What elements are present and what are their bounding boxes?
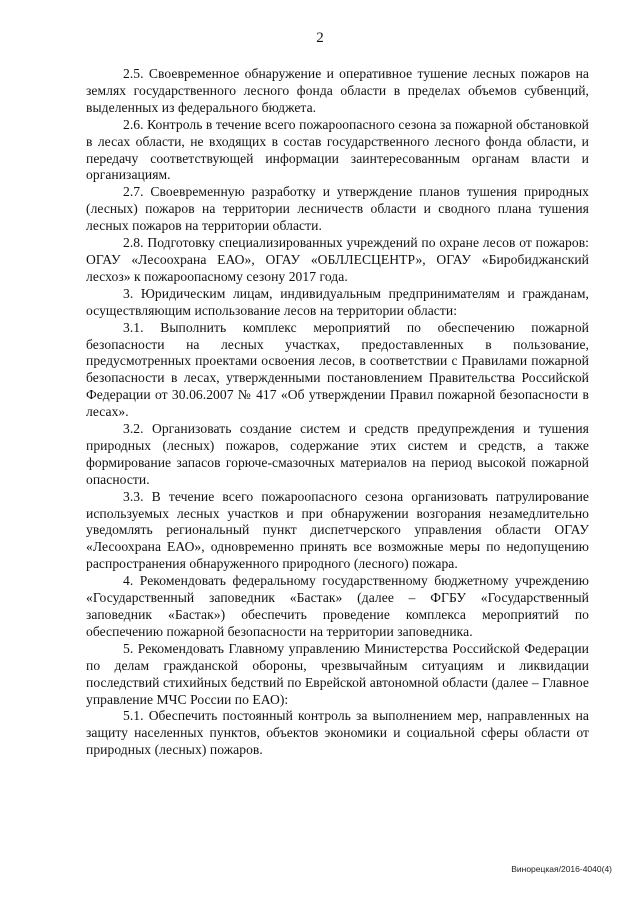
page-number: 2 (316, 30, 324, 46)
footer-code: Винорецкая/2016-4040(4) (511, 864, 612, 874)
paragraph-5-1: 5.1. Обеспечить постоянный контроль за выполнением мер, направленных на защиту населенных пунктов, объектов экономики и социальной сферы области от природных (лесных) пожаров. (86, 708, 589, 758)
document-body (86, 66, 589, 759)
paragraph-2-8: 2.8. Подготовку специализированных учреждений по охране лесов от пожаров: ОГАУ «Лесоохрана ЕАО», ОГАУ «ОБЛЛЕСЦЕНТР», ОГАУ «Биробиджанский лесхоз» к пожароопасному сезону 2017 года. (86, 235, 589, 284)
paragraph-3-2: 3.2. Организовать создание систем и средств предупреждения и тушения природных (лесных) пожаров, содержание этих систем и средств, а также формирование запасов горюче-смазочных материалов на период высокой пожарной опасности. (86, 421, 589, 487)
paragraph-2-5: 2.5. Своевременное обнаружение и оперативное тушение лесных пожаров на землях государственного лесного фонда области в пределах объемов субвенций, выделенных из федерального бюджета. (86, 66, 589, 115)
paragraph-4: 4. Рекомендовать федеральному государственному бюджетному учреждению «Государственный заповедник «Бастак» (далее – ФГБУ «Государственный заповедник «Бастак») обеспечить проведение комплекса мероприятий по обеспечению пожарной безопасности на территории заповедника. (86, 573, 589, 639)
paragraph-3-3: 3.3. В течение всего пожароопасного сезона организовать патрулирование используемых лесных участков и при обнаружении возгорания незамедлительно уведомлять региональный пункт диспетчерского управления области ОГАУ «Лесоохрана ЕАО», одновременно принять все возможные меры по недопущению распространения обнаруженного природного (лесного) пожара. (86, 488, 589, 572)
paragraph-2-6: 2.6. Контроль в течение всего пожароопасного сезона за пожарной обстановкой в лесах области, не входящих в состав государственного лесного фонда области, и передачу соответствующей информации заинтересованным органам власти и организациям. (86, 116, 589, 183)
paragraph-2-7: 2.7. Своевременную разработку и утверждение планов тушения природных (лесных) пожаров на территории лесничеств области и сводного плана тушения лесных пожаров на территории области. (86, 184, 589, 234)
paragraph-5: 5. Рекомендовать Главному управлению Министерства Российской Федерации по делам гражданской обороны, чрезвычайным ситуациям и ликвидации последствий стихийных бедствий по Еврейской автономной области (далее – Главное управление МЧС России по ЕАО): (86, 640, 589, 707)
paragraph-3-1: 3.1. Выполнить комплекс мероприятий по обеспечению пожарной безопасности на лесных участках, предоставленных в пользование, предусмотренных проектами освоения лесов, в соответствии с Правилами пожарной безопасности в лесах, утвержденными постановлением Правительства Российской Федерации от 30.06.2007 № 417 «Об утверждении Правил пожарной безопасности в лесах». (86, 319, 589, 420)
paragraph-3: 3. Юридическим лицам, индивидуальным предпринимателям и гражданам, осуществляющим использование лесов на территории области: (86, 285, 589, 318)
